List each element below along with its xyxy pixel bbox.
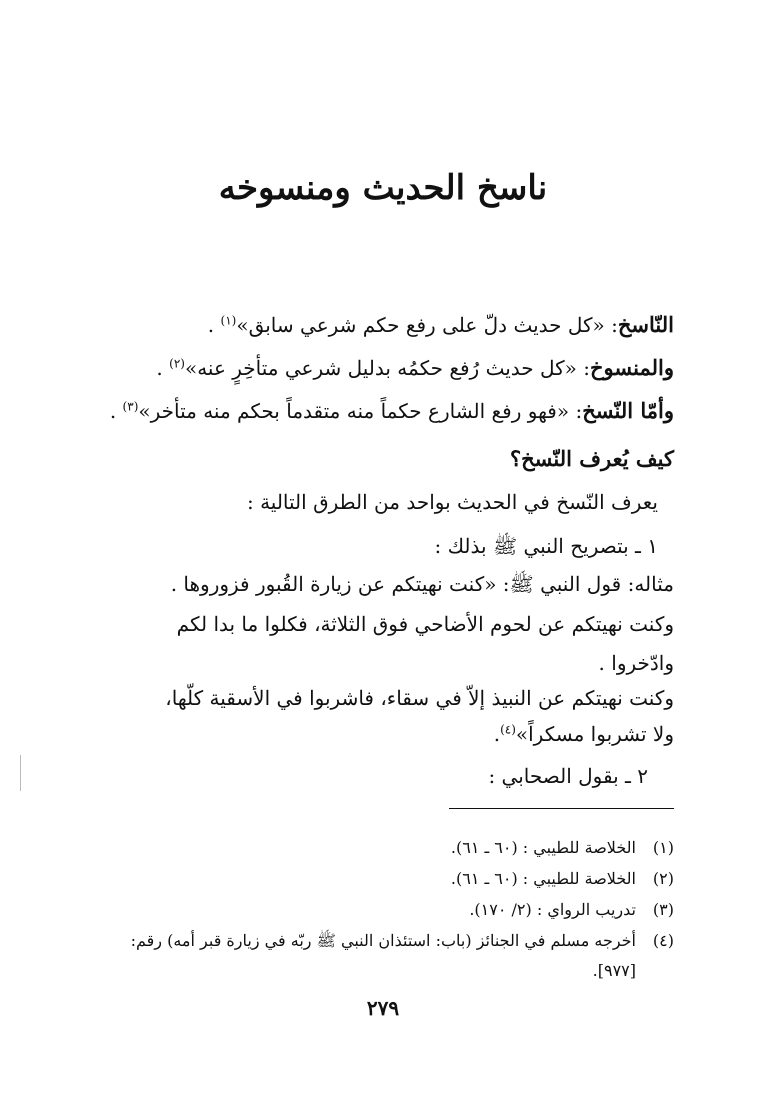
footnote-text: الخلاصة للطيبي : (٦٠ ـ ٦١).	[450, 838, 636, 857]
definition-naskh: وأمّا النّسخ: «فهو رفع الشارع حكماً منه متقدماً بحكم منه متأخر»$^{(٣)}$ .	[109, 398, 674, 423]
footnote-continuation: [٩٧٧].	[592, 961, 636, 980]
footnote-number: (٤)	[652, 931, 674, 950]
footnote-ref[interactable]: (٣)	[122, 399, 139, 414]
footnote-number: (٣)	[652, 900, 674, 919]
footnote	[90, 838, 674, 857]
method-2: ٢ ـ بقول الصحابي :	[488, 764, 648, 788]
definition-nasikh: النّاسخ: «كل حديث دلّ على رفع حكم شرعي سابق»$^{(١)}$ .	[207, 312, 674, 337]
footnote	[90, 900, 674, 919]
page-title: ناسخ الحديث ومنسوخه	[218, 168, 548, 208]
footnote	[90, 869, 674, 888]
definition-term: والمنسوخ	[590, 355, 674, 380]
footnote	[90, 931, 674, 954]
example-line: مثاله: قول النبي ﷺ: «كنت نهيتكم عن زيارة القُبور فزوروها .	[170, 572, 674, 596]
scan-artifact-line	[20, 755, 21, 791]
example-line: ولا تشربوا مسكراً»$^{(٤)}$.	[493, 722, 674, 746]
definition-text: : «فهو رفع الشارع حكماً منه متقدماً بحكم منه متأخر»	[138, 399, 583, 423]
footnote-number: (٢)	[652, 869, 674, 888]
definition-text: : «كل حديث رُفع حكمُه بدليل شرعي متأخِرٍ عنه»	[184, 356, 590, 380]
footnote-text: أخرجه مسلم في الجنائز (باب: استئذان النبي ﷺ ربّه في زيارة قبر أمه) رقم:	[130, 931, 636, 950]
example-line: وكنت نهيتكم عن النبيذ إلاّ في سقاء، فاشربوا في الأسقية كلّها،	[165, 686, 674, 710]
footnote-number: (١)	[652, 838, 674, 857]
definition-term: النّاسخ	[617, 312, 674, 337]
method-1: ١ ـ بتصريح النبي ﷺ بذلك :	[434, 534, 658, 558]
page-number: ٢٧٩	[366, 996, 400, 1020]
footnote-ref[interactable]: (٢)	[169, 356, 185, 371]
definition-text: : «كل حديث دلّ على رفع حكم شرعي سابق»	[236, 313, 618, 337]
footnote-ref[interactable]: (٤)	[500, 722, 516, 737]
definition-term: وأمّا النّسخ	[582, 398, 674, 423]
example-line: وكنت نهيتكم عن لحوم الأضاحي فوق الثلاثة، فكلوا ما بدا لكم	[176, 612, 674, 636]
footnote-text: الخلاصة للطيبي : (٦٠ ـ ٦١).	[450, 869, 636, 888]
definition-mansukh: والمنسوخ: «كل حديث رُفع حكمُه بدليل شرعي متأخِرٍ عنه»$^{(٢)}$ .	[156, 355, 674, 380]
section-heading: كيف يُعرف النّسخ؟	[509, 446, 674, 471]
example-line: وادّخروا .	[598, 651, 674, 675]
footnote-text: تدريب الرواي : (٢/ ١٧٠).	[469, 900, 636, 919]
intro-paragraph: يعرف النّسخ في الحديث بواحد من الطرق التالية :	[246, 490, 658, 514]
footnote-ref[interactable]: (١)	[220, 313, 237, 328]
footnote-divider	[449, 808, 674, 809]
